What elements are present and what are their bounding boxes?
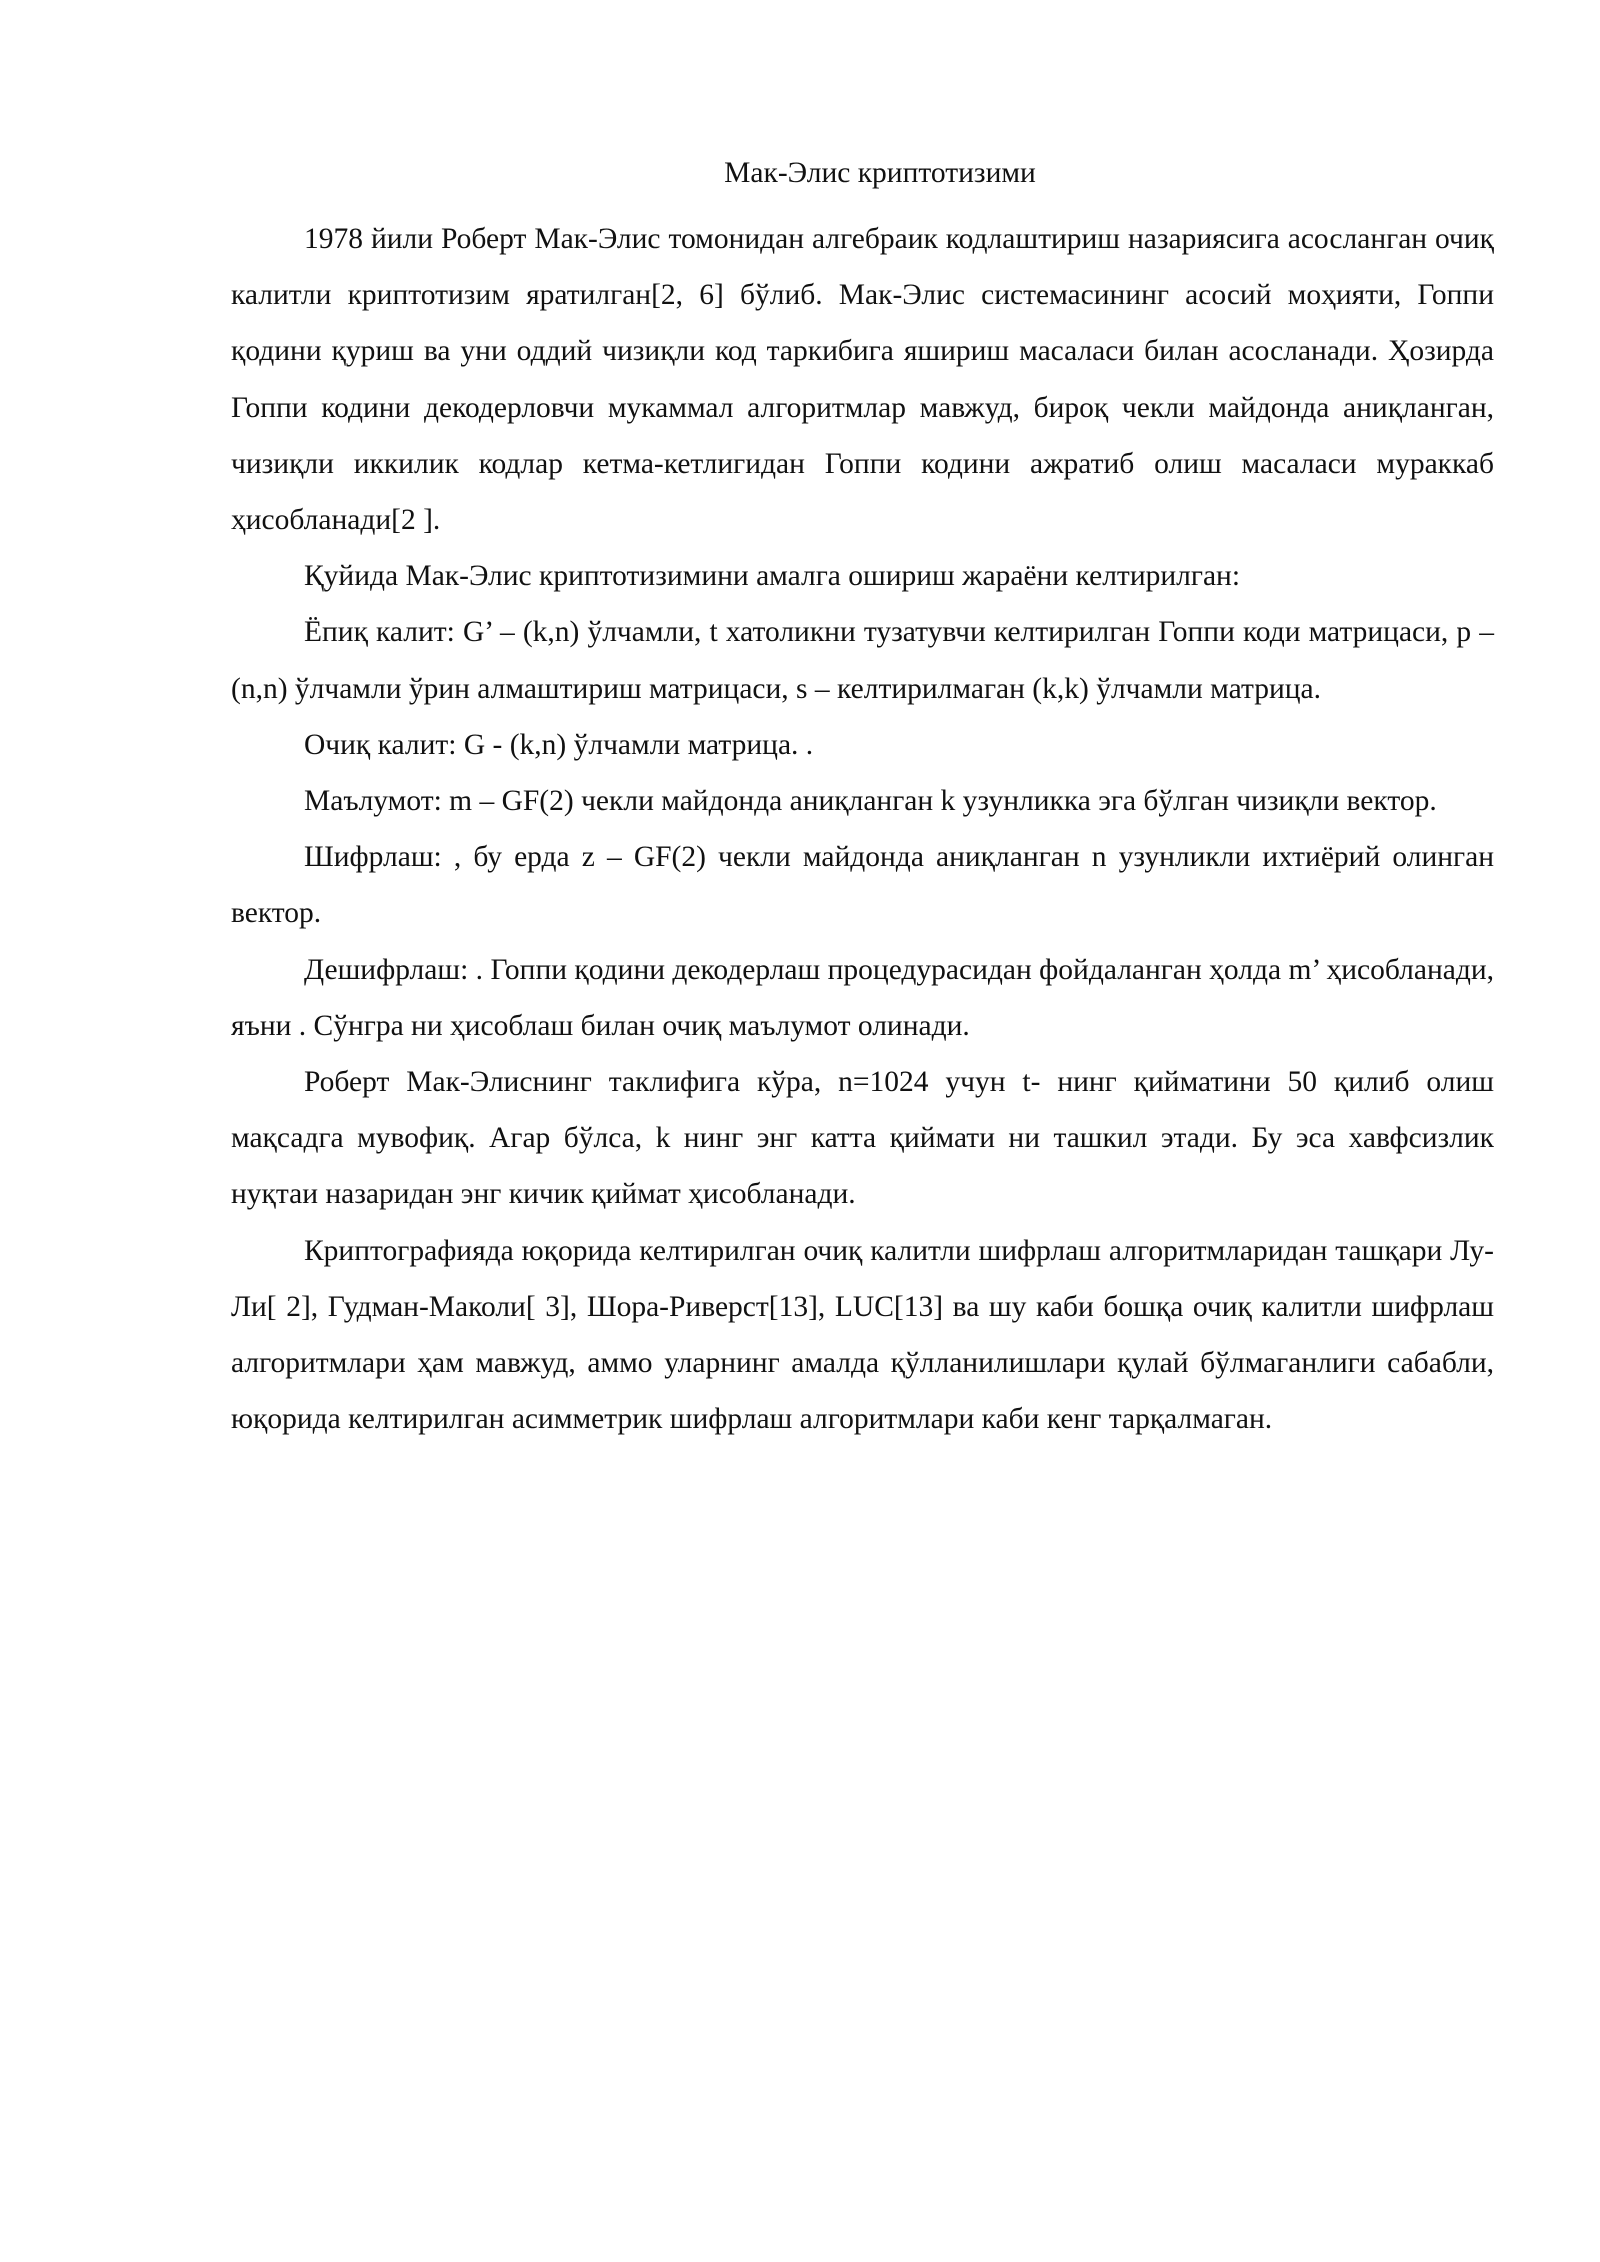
paragraph-private-key: Ёпиқ калит: G’ – (k,n) ўлчамли, t хатоликни тузатувчи келтирилган Гоппи коди матрицаси, p – (n,n) ўлчамли ўрин алмаштириш матрицаси, s – келтирилмаган (k,k) ўлчамли матрица.: [231, 616, 1494, 705]
paragraph-message: Маълумот: m – GF(2) чекли майдонда аниқланган k узунликка эга бўлган чизиқли вектор.: [304, 785, 1437, 818]
document-body: [231, 145, 1494, 1447]
paragraph-intro: 1978 йили Роберт Мак-Элис томонидан алгебраик кодлаштириш назариясига асосланган очиқ калитли криптотизим яратилган[2, 6] бўлиб. Мак-Элис системасининг асосий моҳияти, Гоппи қодини қуриш ва уни оддий чизиқли код таркибига яшириш масаласи билан асосланади. Ҳозирда Гоппи кодини декодерловчи мукаммал алгоритмлар мавжуд, бироқ чекли майдонда аниқланган, чизиқли иккилик кодлар кетма-кетлигидан Гоппи кодини ажратиб олиш масаласи мураккаб ҳисобланади[2 ].: [231, 223, 1494, 537]
paragraph-parameters: Роберт Мак-Элиснинг таклифига кўра, n=1024 учун t- нинг қийматини 50 қилиб олиш мақсадга мувофиқ. Агар бўлса, k нинг энг катта қиймати ни ташкил этади. Бу эса хавфсизлик нуқтаи назаридан энг кичик қиймат ҳисобланади.: [231, 1066, 1494, 1211]
paragraph-other-algorithms: Криптографияда юқорида келтирилган очиқ калитли шифрлаш алгоритмларидан ташқари Лу-Ли[ 2], Гудман-Маколи[ 3], Шора-Риверст[13], LUC[13] ва шу каби бошқа очиқ калитли шифрлаш алгоритмлари ҳам мавжуд, аммо уларнинг амалда қўлланилишлари қулай бўлмаганлиги сабабли, юқорида келтирилган асимметрик шифрлаш алгоритмлари каби кенг тарқалмаган.: [231, 1234, 1494, 1436]
document-title: Мак-Элис криптотизими: [724, 157, 1036, 189]
paragraph-public-key: Очиқ калит: G - (k,n) ўлчамли матрица. .: [304, 728, 814, 761]
paragraph-process: Қуйида Мак-Элис криптотизимини амалга ошириш жараёни келтирилган:: [304, 560, 1241, 593]
paragraph-encryption: Шифрлаш: , бу ерда z – GF(2) чекли майдонда аниқланган n узунликли ихтиёрий олинган вектор.: [231, 841, 1494, 930]
paragraph-decryption: Дешифрлаш: . Гоппи қодини декодерлаш процедурасидан фойдаланган ҳолда m’ ҳисобланади, яъни . Сўнгра ни ҳисоблаш билан очиқ маълумот олинади.: [231, 953, 1494, 1042]
